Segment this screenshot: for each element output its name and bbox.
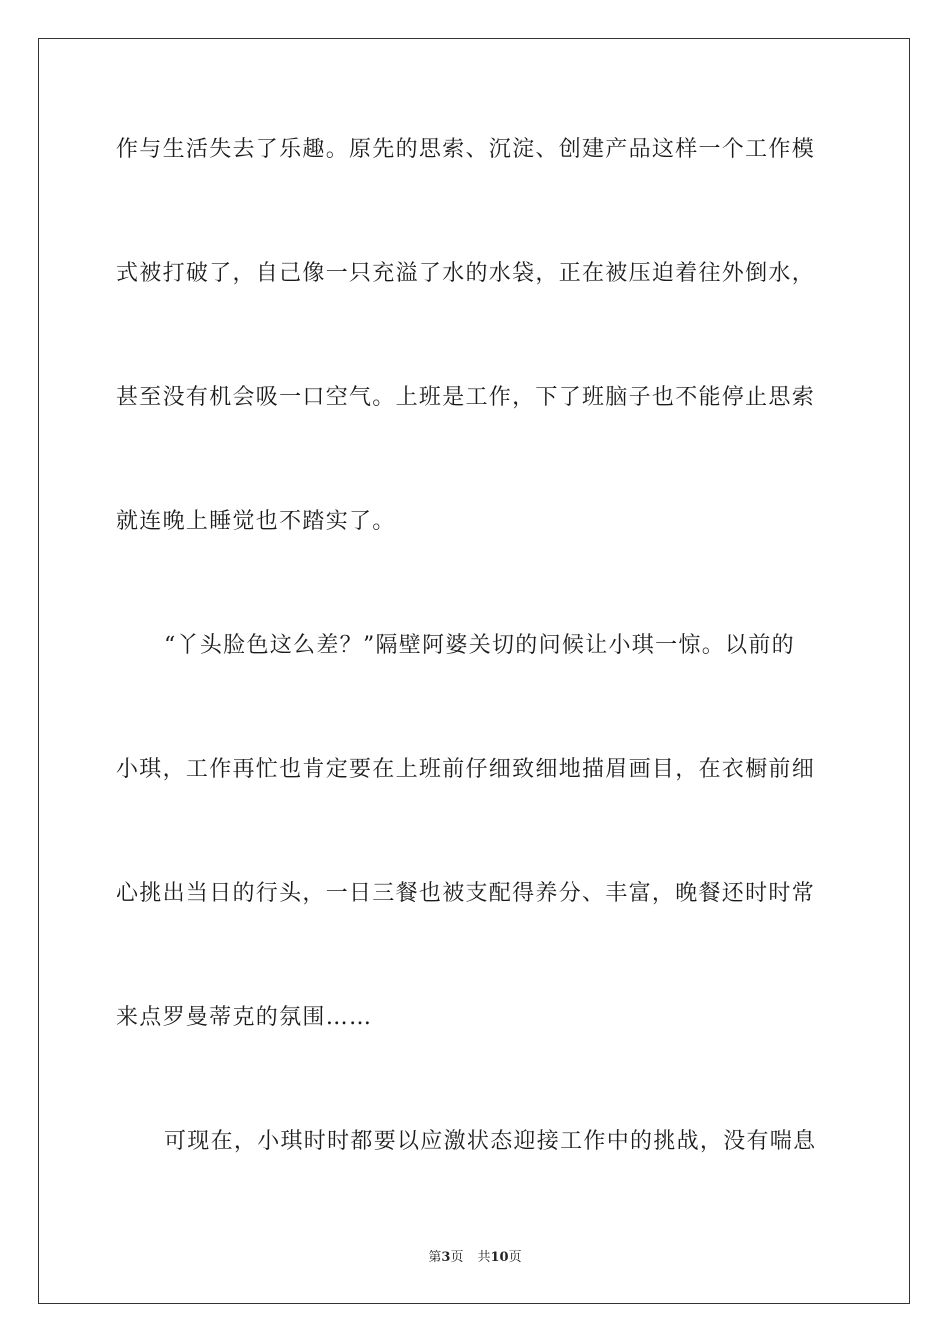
text-line: 来点罗曼蒂克的氛围…… [116, 1005, 373, 1030]
paragraph-start-line: 可现在，小琪时时都要以应激状态迎接工作中的挑战，没有喘息 [164, 1129, 817, 1154]
text-line: 作与生活失去了乐趣。原先的思索、沉淀、创建产品这样一个工作模 [116, 137, 816, 162]
page-prefix: 第 [428, 1250, 442, 1265]
text-line: 小琪，工作再忙也肯定要在上班前仔细致细地描眉画目，在衣橱前细 [116, 757, 816, 782]
text-line: 就连晚上睡觉也不踏实了。 [116, 509, 396, 534]
total-prefix: 共 [477, 1250, 491, 1265]
text-line: 式被打破了，自己像一只充溢了水的水袋，正在被压迫着往外倒水， [116, 261, 816, 286]
page-border [38, 38, 910, 1304]
text-line: 心挑出当日的行头，一日三餐也被支配得养分、丰富，晚餐还时时常 [116, 881, 816, 906]
total-pages: 10 [490, 1250, 509, 1265]
page-suffix: 页 [450, 1250, 464, 1265]
page-number: 3 [441, 1250, 451, 1265]
total-suffix: 页 [508, 1250, 522, 1265]
text-line: 甚至没有机会吸一口空气。上班是工作，下了班脑子也不能停止思索 [116, 385, 816, 410]
page-footer [0, 1250, 950, 1266]
paragraph-start-line: “丫头脸色这么差？”隔壁阿婆关切的问候让小琪一惊。以前的 [164, 633, 795, 658]
